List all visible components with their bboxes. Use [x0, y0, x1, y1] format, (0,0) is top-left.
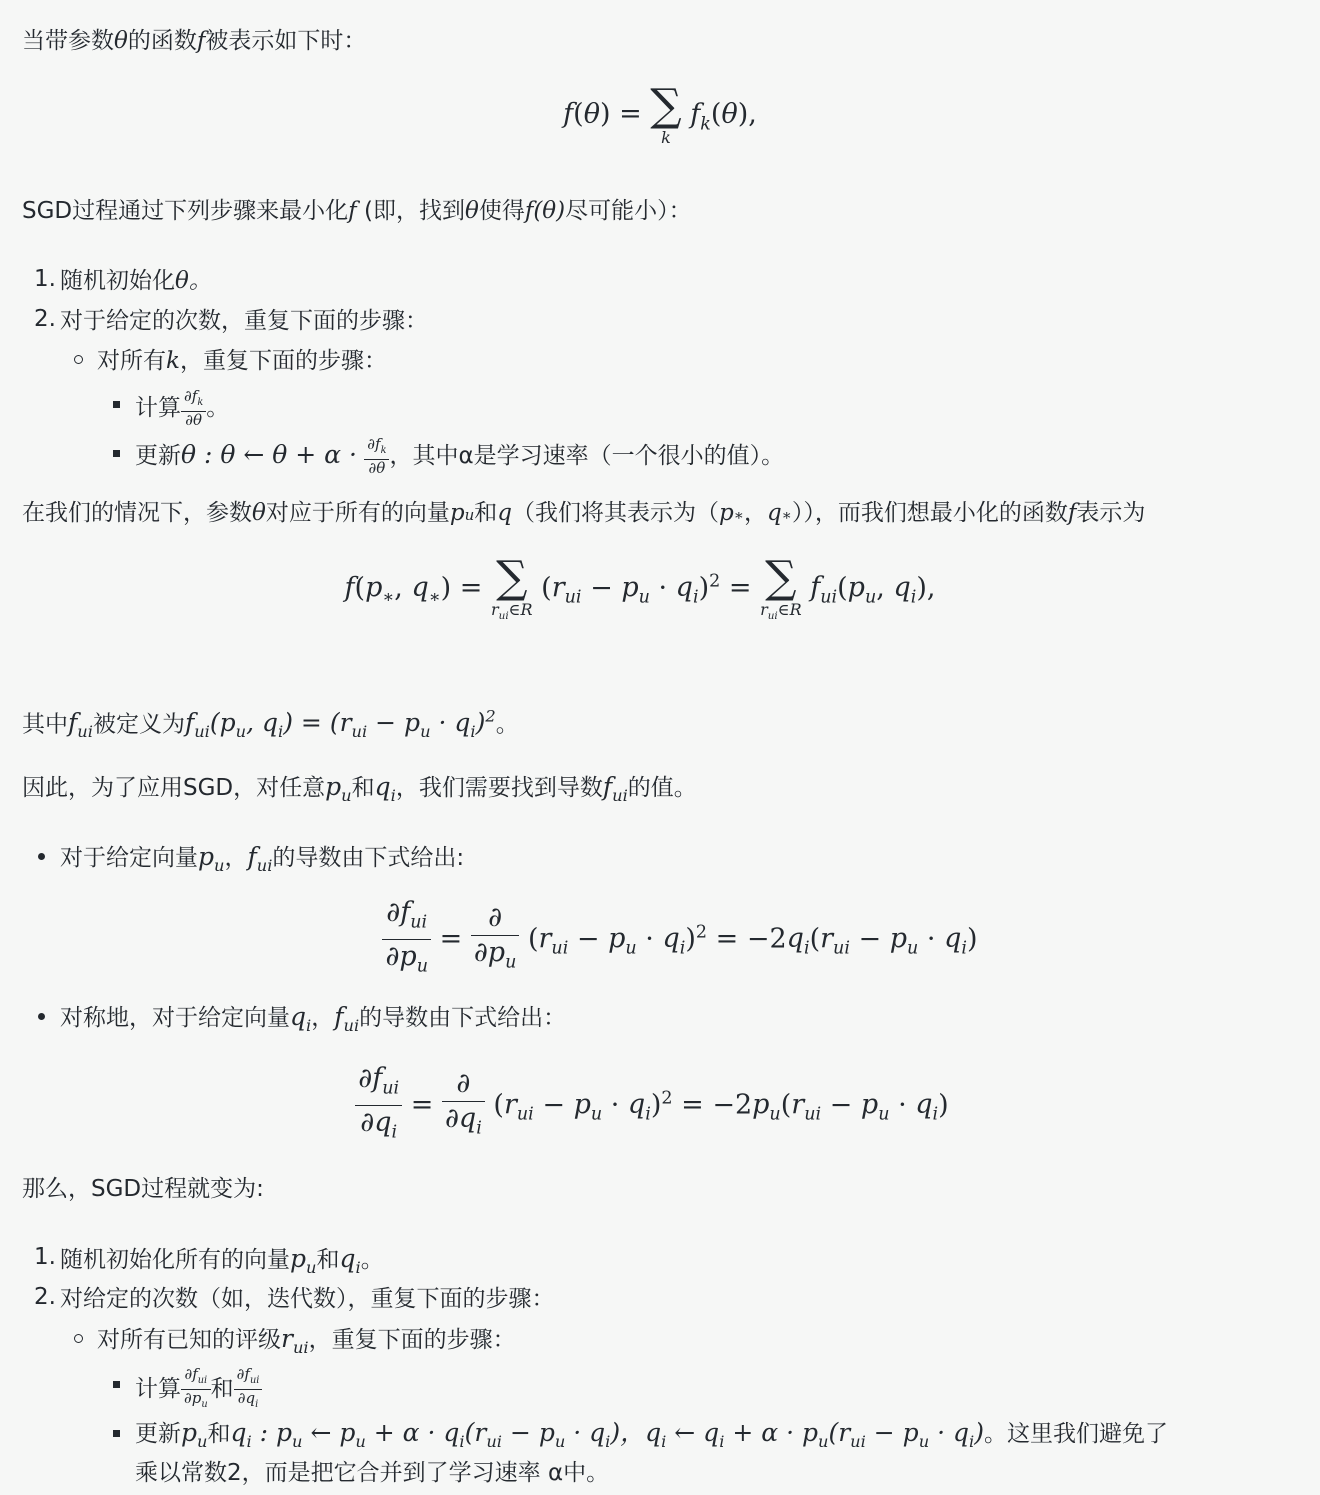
list-item: 对于给定向量$p_u$，$f_{ui}$的导数由下式给出: [60, 842, 465, 875]
square-bullet-icon [113, 1381, 120, 1388]
square-bullet-icon [113, 450, 120, 457]
circle-bullet-icon [74, 355, 83, 364]
bullet-dot-icon [38, 853, 45, 860]
equation-objective: $f(p_∗$, $q_∗$) = ∑ $r_{ui}\in R$ $(r_{ui} - p_u \cdot q_i)^2$ = ∑ $r_{ui}\in R$ $f_{ui}(p_u$, $q_i$), [344, 552, 936, 623]
list-item: 计算 $\frac{\partial f_{ui}}{\partial p_u}$ 和 $\frac{\partial f_{ui}}{\partial q_i}$ [135, 1366, 262, 1413]
step-number: 1. [34, 1244, 56, 1270]
list-item: 对所有k，重复下面的步骤： [97, 348, 387, 374]
circle-bullet-icon [74, 1334, 83, 1343]
list-item: 对给定的次数（如，迭代数），重复下面的步骤： [60, 1286, 555, 1312]
list-item: 对称地，对于给定向量$q_i$，$f_{ui}$的导数由下式给出： [60, 1002, 567, 1035]
equation-f-sum: f(θ) = ∑ k $f_k(\theta)$, [563, 80, 757, 147]
therefore-line: 因此，为了应用SGD，对任意$p_u$和$q_i$，我们需要找到导数$f_{ui}$的值。 [22, 772, 697, 805]
square-bullet-icon [113, 1430, 120, 1437]
definition-line: 其中$f_{ui}$被定义为$f_{ui}(p_u$, $q_i) = (r_{ui} - p_u \cdot q_i)^2$。 [22, 707, 519, 742]
case-line: 在我们的情况下，参数θ对应于所有的向量pu和q（我们将其表示为（p∗，q∗）），而我们想最小化的函数f表示为 [22, 500, 1146, 526]
list-item: 更新$p_u$和$q_i$ : $p_u$ ← $p_u + \alpha \cdot q_i(r_{ui} - p_u \cdot q_i)$，$q_i$ ← $q_i + \alpha \cdot p_u(r_{ui} - p_u \cdot q_i)$。这里我们避免了 [135, 1418, 1168, 1451]
list-item-continuation: 乘以常数2，而是把它合并到了学习速率 α中。 [135, 1460, 610, 1486]
square-bullet-icon [113, 401, 120, 408]
intro-line: 当带参数θ的函数f被表示如下时： [22, 28, 367, 54]
step-number: 2. [34, 1284, 56, 1310]
list-item: 更新θ : θ ← θ + α · $\frac{\partial f_k}{\partial\theta}$ ，其中α是学习速率（一个很小的值）。 [135, 435, 785, 477]
equation-derivative-qi: $\frac{\partial f_{ui}}{\partial q_i}$ = $\frac{\partial}{\partial q_i}$ $(r_{ui} - p_u \cdot q_i)^2 = -2p_u(r_{ui} - p_u \cdot q_i)$ [0, 1062, 1312, 1150]
list-item: 随机初始化所有的向量$p_u$和$q_i$。 [60, 1244, 384, 1277]
bullet-dot-icon [38, 1013, 45, 1020]
equation-derivative-pu: $\frac{\partial f_{ui}}{\partial p_u}$ = $\frac{\partial}{\partial p_u}$ $(r_{ui} - p_u \cdot q_i)^2 = -2q_i(r_{ui} - p_u \cdot q_i)$ [20, 896, 1320, 984]
list-item: 对于给定的次数，重复下面的步骤： [60, 308, 428, 334]
list-item: 随机初始化θ。 [60, 268, 212, 294]
step-number: 1. [34, 266, 56, 292]
step-number: 2. [34, 306, 56, 332]
sgd-intro-line: SGD过程通过下列步骤来最小化f (即，找到θ使得f(θ)尽可能小）： [22, 198, 692, 224]
list-item: 计算 $\frac{\partial f_k}{\partial\theta}$ 。 [135, 387, 230, 429]
then-line: 那么，SGD过程就变为: [22, 1176, 264, 1202]
list-item: 对所有已知的评级$r_{ui}$，重复下面的步骤： [97, 1324, 516, 1357]
